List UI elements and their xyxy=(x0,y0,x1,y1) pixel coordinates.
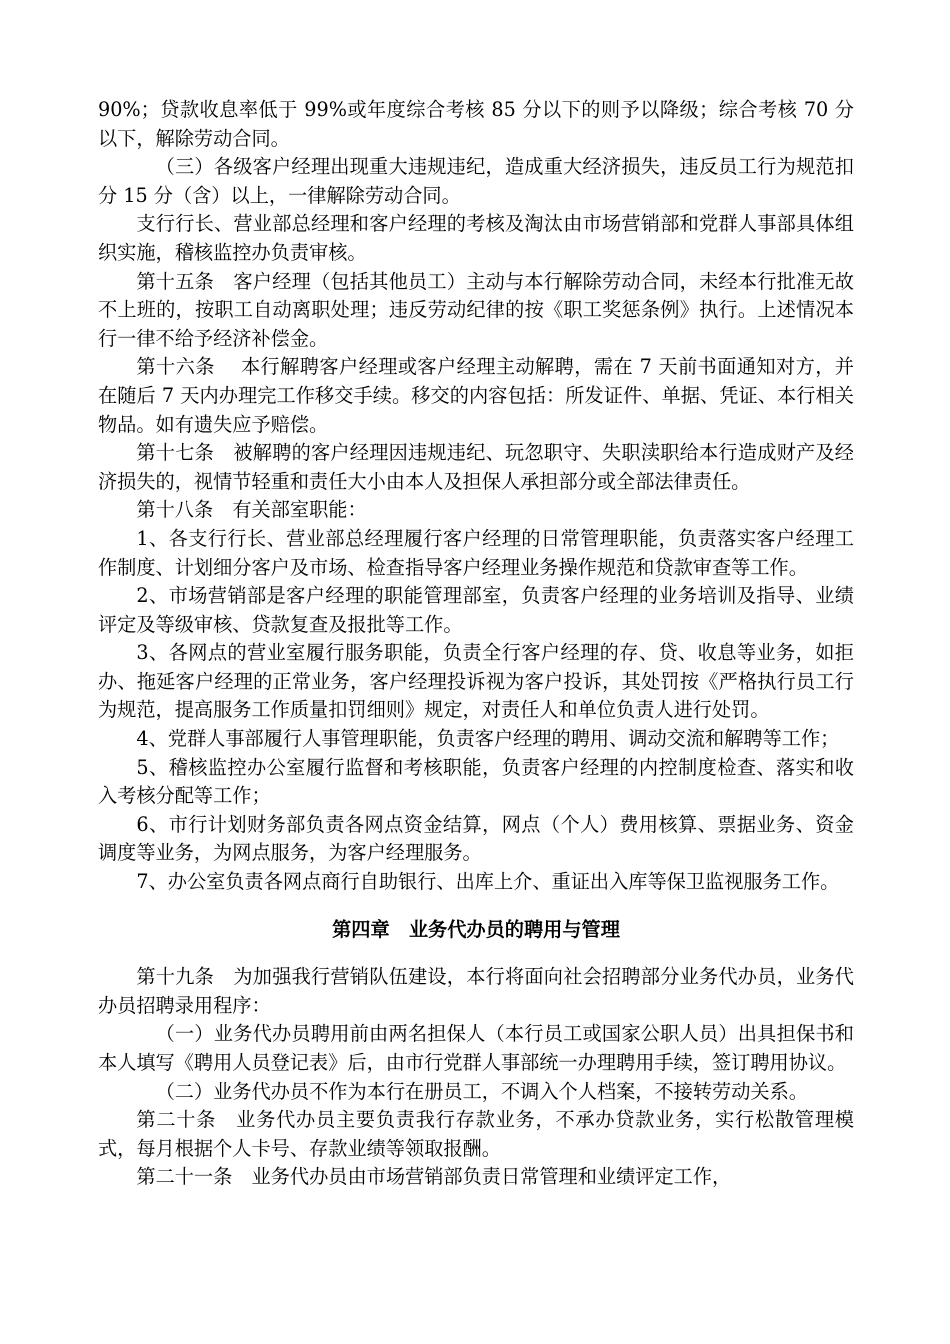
document-page xyxy=(98,96,854,1192)
paragraph-assessment: 支行行长、营业部总经理和客户经理的考核及淘汰由市场营销部和党群人事部具体组织实施，稽核监控办负责审核。 xyxy=(98,212,854,264)
paragraph-item-4: 4、党群人事部履行人事管理职能，负责客户经理的聘用、调动交流和解聘等工作； xyxy=(136,727,840,751)
chapter-title: 第四章 业务代办员的聘用与管理 xyxy=(332,917,620,941)
paragraph-item-5: 5、稽核监控办公室履行监督和考核职能，负责客户经理的内控制度检查、落实和收入考核分配等工作； xyxy=(98,755,854,808)
paragraph-article-19: 第十九条 为加强我行营销队伍建设，本行将面向社会招聘部分业务代办员，业务代办员招聘录用程序： xyxy=(98,965,854,1017)
paragraph-item-3: 3、各网点的营业室履行服务职能，负责全行客户经理的存、贷、收息等业务，如拒办、拖延客户经理的正常业务，客户经理投诉视为客户投诉，其处罚按《严格执行员工行为规范，提高服务工作质量扣罚细则》规定，对责任人和单位负责人进行处罚。 xyxy=(98,641,854,722)
paragraph-clause-1: （一）业务代办员聘用前由两名担保人（本行员工或国家公职人员）出具担保书和本人填写《聘用人员登记表》后，由市行党群人事部统一办理聘用手续，签订聘用协议。 xyxy=(98,1022,854,1074)
paragraph-article-20: 第二十条 业务代办员主要负责我行存款业务，不承办贷款业务，实行松散管理模式，每月根据个人卡号、存款业绩等领取报酬。 xyxy=(98,1108,854,1160)
paragraph-clause-3: （三）各级客户经理出现重大违规违纪，造成重大经济损失，违反员工行为规范扣分 15 分（含）以上，一律解除劳动合同。 xyxy=(98,155,854,207)
paragraph-article-17: 第十七条 被解聘的客户经理因违规违纪、玩忽职守、失职渎职给本行造成财产及经济损失的，视情节轻重和责任大小由本人及担保人承担部分或全部法律责任。 xyxy=(98,441,854,493)
paragraph-article-18: 第十八条 有关部室职能： xyxy=(136,498,367,522)
paragraph-item-2: 2、市场营销部是客户经理的职能管理部室，负责客户经理的业务培训及指导、业绩评定及等级审核、贷款复查及报批等工作。 xyxy=(98,584,854,636)
paragraph-item-1: 1、各支行行长、营业部总经理履行客户经理的日常管理职能，负责落实客户经理工作制度、计划细分客户及市场、检查指导客户经理业务操作规范和贷款审查等工作。 xyxy=(98,526,854,579)
paragraph-item-7: 7、办公室负责各网点商行自助银行、出库上介、重证出入库等保卫监视服务工作。 xyxy=(136,870,840,894)
paragraph-article-21: 第二十一条 业务代办员由市场营销部负责日常管理和业绩评定工作， xyxy=(136,1165,732,1189)
paragraph-article-15: 第十五条 客户经理（包括其他员工）主动与本行解除劳动合同，未经本行批准无故不上班的，按职工自动离职处理；违反劳动纪律的按《职工奖惩条例》执行。上述情况本行一律不给予经济补偿金。 xyxy=(98,269,854,350)
paragraph-continuation: 90%；贷款收息率低于 99%或年度综合考核 85 分以下的则予以降级；综合考核 70 分以下，解除劳动合同。 xyxy=(98,98,854,150)
paragraph-article-16: 第十六条 本行解聘客户经理或客户经理主动解聘，需在 7 天前书面通知对方，并在随后 7 天内办理完工作移交手续。移交的内容包括：所发证件、单据、凭证、本行相关物品。如有遗失应予赔偿。 xyxy=(98,355,854,436)
paragraph-clause-2: （二）业务代办员不作为本行在册员工，不调入个人档案，不接转劳动关系。 xyxy=(155,1079,808,1103)
paragraph-item-6: 6、市行计划财务部负责各网点资金结算，网点（个人）费用核算、票据业务、资金调度等业务，为网点服务，为客户经理服务。 xyxy=(98,812,854,865)
